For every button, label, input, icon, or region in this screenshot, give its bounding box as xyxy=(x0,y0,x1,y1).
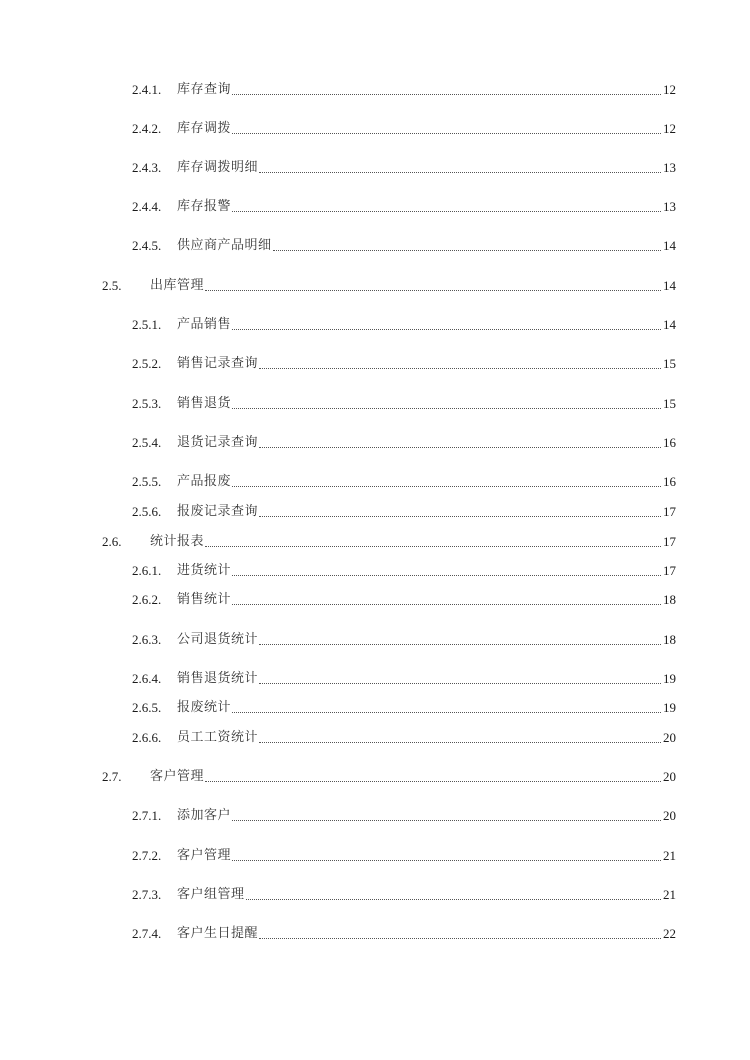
toc-section-entry[interactable] xyxy=(0,768,750,786)
toc-entry-number: 2.4.5. xyxy=(132,238,162,253)
toc-entry-title: 进货统计 xyxy=(177,563,232,578)
toc-entry-page: 20 xyxy=(663,769,676,784)
toc-entry-title: 员工工资统计 xyxy=(177,730,259,745)
dot-leader xyxy=(232,407,661,409)
toc-entry-number: 2.5.6. xyxy=(132,504,162,519)
dot-leader xyxy=(246,898,661,900)
dot-leader xyxy=(259,171,661,173)
toc-entry-page: 15 xyxy=(663,356,676,371)
dot-leader xyxy=(232,711,661,713)
toc-entry[interactable] xyxy=(0,591,750,609)
toc-entry-page: 14 xyxy=(663,238,676,253)
toc-section-entry[interactable] xyxy=(0,533,750,551)
toc-entry[interactable] xyxy=(0,237,750,255)
toc-entry[interactable] xyxy=(0,120,750,138)
dot-leader xyxy=(232,485,661,487)
dot-leader xyxy=(259,446,661,448)
dot-leader xyxy=(232,132,661,134)
toc-entry-title: 库存报警 xyxy=(177,199,232,214)
dot-leader xyxy=(259,643,661,645)
toc-entry-number: 2.6.2. xyxy=(132,592,162,607)
toc-entry-page: 20 xyxy=(663,730,676,745)
toc-entry-number: 2.5.2. xyxy=(132,356,162,371)
toc-entry-page: 19 xyxy=(663,700,676,715)
toc-entry[interactable] xyxy=(0,355,750,373)
toc-entry-title: 库存调拨明细 xyxy=(177,160,259,175)
toc-entry-page: 16 xyxy=(663,474,676,489)
dot-leader xyxy=(232,328,661,330)
dot-leader xyxy=(232,210,661,212)
toc-entry-number: 2.7.2. xyxy=(132,848,162,863)
toc-entry[interactable] xyxy=(0,562,750,580)
toc-entry-title: 产品销售 xyxy=(177,317,232,332)
toc-entry-number: 2.7.4. xyxy=(132,926,162,941)
toc-entry-number: 2.7.1. xyxy=(132,808,162,823)
toc-entry-title: 销售记录查询 xyxy=(177,356,259,371)
toc-entry-title: 报废统计 xyxy=(177,700,232,715)
dot-leader xyxy=(259,937,661,939)
toc-entry[interactable] xyxy=(0,316,750,334)
toc-entry-title: 客户生日提醒 xyxy=(177,926,259,941)
toc-entry-page: 14 xyxy=(663,278,676,293)
toc-entry-number: 2.4.3. xyxy=(132,160,162,175)
toc-entry-title: 销售退货统计 xyxy=(177,671,259,686)
toc-section-entry[interactable] xyxy=(0,277,750,295)
toc-entry-number: 2.5.3. xyxy=(132,396,162,411)
toc-entry-page: 19 xyxy=(663,671,676,686)
dot-leader xyxy=(232,603,661,605)
toc-entry[interactable] xyxy=(0,886,750,904)
toc-entry-page: 14 xyxy=(663,317,676,332)
toc-entry-page: 17 xyxy=(663,504,676,519)
dot-leader xyxy=(259,682,661,684)
toc-entry-title: 产品报废 xyxy=(177,474,232,489)
toc-entry-number: 2.6.6. xyxy=(132,730,162,745)
toc-entry-title: 客户管理 xyxy=(150,769,205,784)
toc-entry-number: 2.6.4. xyxy=(132,671,162,686)
toc-entry-title: 出库管理 xyxy=(150,278,205,293)
toc-entry[interactable] xyxy=(0,807,750,825)
toc-entry-title: 公司退货统计 xyxy=(177,632,259,647)
toc-entry[interactable] xyxy=(0,159,750,177)
toc-entry-number: 2.4.1. xyxy=(132,82,162,97)
toc-entry-title: 添加客户 xyxy=(177,808,232,823)
toc-entry-number: 2.5.5. xyxy=(132,474,162,489)
dot-leader xyxy=(205,780,661,782)
toc-entry-title: 销售退货 xyxy=(177,396,232,411)
dot-leader xyxy=(259,367,661,369)
toc-entry-title: 统计报表 xyxy=(150,534,205,549)
toc-entry[interactable] xyxy=(0,81,750,99)
toc-entry[interactable] xyxy=(0,198,750,216)
dot-leader xyxy=(232,93,661,95)
toc-entry[interactable] xyxy=(0,847,750,865)
toc-entry-page: 21 xyxy=(663,887,676,902)
dot-leader xyxy=(205,545,661,547)
toc-entry-number: 2.5.4. xyxy=(132,435,162,450)
toc-entry-number: 2.6.1. xyxy=(132,563,162,578)
dot-leader xyxy=(232,574,661,576)
toc-entry-page: 16 xyxy=(663,435,676,450)
toc-entry-number: 2.5.1. xyxy=(132,317,162,332)
toc-entry-number: 2.4.4. xyxy=(132,199,162,214)
toc-entry-page: 18 xyxy=(663,632,676,647)
toc-entry[interactable] xyxy=(0,729,750,747)
toc-entry-page: 17 xyxy=(663,563,676,578)
toc-entry-page: 17 xyxy=(663,534,676,549)
toc-entry-number: 2.6.5. xyxy=(132,700,162,715)
dot-leader xyxy=(259,515,661,517)
toc-entry[interactable] xyxy=(0,670,750,688)
toc-entry-title: 退货记录查询 xyxy=(177,435,259,450)
toc-entry-page: 12 xyxy=(663,82,676,97)
toc-entry[interactable] xyxy=(0,503,750,521)
toc-entry-number: 2.5. xyxy=(102,278,122,293)
toc-entry-number: 2.4.2. xyxy=(132,121,162,136)
toc-entry[interactable] xyxy=(0,699,750,717)
toc-entry-title: 供应商产品明细 xyxy=(177,238,272,253)
toc-entry[interactable] xyxy=(0,434,750,452)
toc-entry-title: 销售统计 xyxy=(177,592,232,607)
toc-entry[interactable] xyxy=(0,925,750,943)
dot-leader xyxy=(232,819,661,821)
toc-entry-title: 客户组管理 xyxy=(177,887,245,902)
toc-entry-number: 2.7. xyxy=(102,769,122,784)
toc-entry-page: 13 xyxy=(663,160,676,175)
dot-leader xyxy=(205,289,661,291)
toc-entry-title: 库存查询 xyxy=(177,82,232,97)
toc-entry-number: 2.6.3. xyxy=(132,632,162,647)
toc-entry-page: 22 xyxy=(663,926,676,941)
dot-leader xyxy=(259,741,661,743)
toc-entry[interactable] xyxy=(0,395,750,413)
toc-entry-page: 15 xyxy=(663,396,676,411)
toc-entry-title: 报废记录查询 xyxy=(177,504,259,519)
dot-leader xyxy=(232,859,661,861)
toc-entry-page: 12 xyxy=(663,121,676,136)
toc-entry-page: 20 xyxy=(663,808,676,823)
toc-entry-title: 库存调拨 xyxy=(177,121,232,136)
toc-entry-title: 客户管理 xyxy=(177,848,232,863)
toc-entry-number: 2.7.3. xyxy=(132,887,162,902)
toc-entry-number: 2.6. xyxy=(102,534,122,549)
dot-leader xyxy=(273,249,661,251)
toc-entry[interactable] xyxy=(0,473,750,491)
toc-entry-page: 13 xyxy=(663,199,676,214)
toc-entry-page: 21 xyxy=(663,848,676,863)
toc-entry-page: 18 xyxy=(663,592,676,607)
toc-entry[interactable] xyxy=(0,631,750,649)
